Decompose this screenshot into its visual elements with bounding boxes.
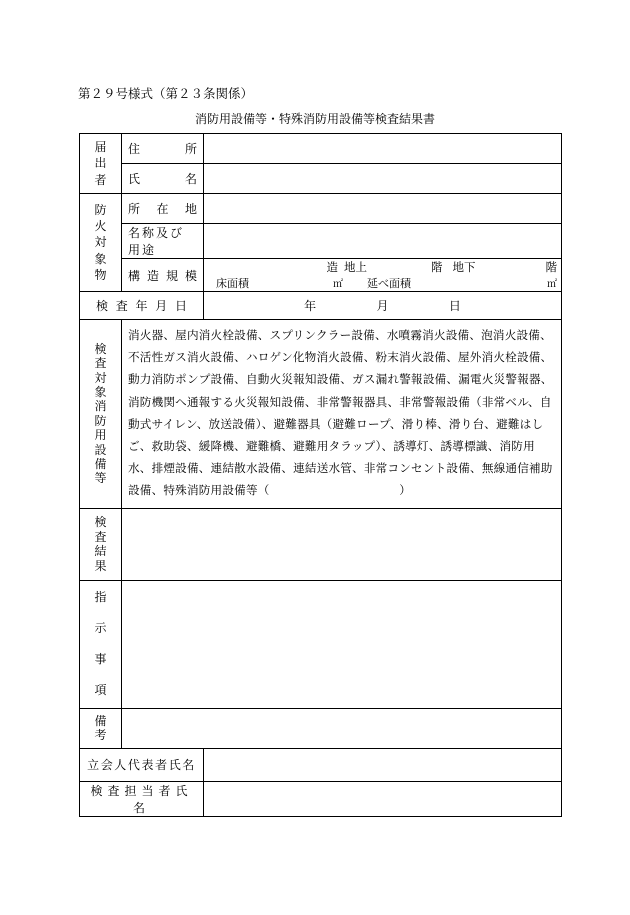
form-number: 第２９号様式（第２３条関係） [78,86,254,101]
equipment-line: ご、救助袋、緩降機、避難橋、避難用タラップ）、誘導灯、誘導標識、消防用 [128,439,535,454]
inspector-name-field[interactable] [204,781,562,816]
equipment-line: 動式サイレン、放送設備）、避難器具（避難ロープ、滑り棒、滑り台、避難はし [128,416,544,431]
inspector-label: 検査担当者氏名 [80,781,204,816]
use-label: 名称及び用途 [122,224,204,259]
location-field[interactable] [204,194,562,224]
equipment-line: 消火器、屋内消火栓設備、スプリンクラー設備、水噴霧消火設備、泡消火設備、 [128,328,552,342]
name-label: 氏 名 [122,164,204,194]
witness-label: 立会人代表者氏名 [80,748,204,781]
witness-name-field[interactable] [204,748,562,781]
remarks-field[interactable] [122,708,562,748]
remarks-label: 備 考 [80,708,122,748]
use-field[interactable] [204,224,562,259]
instructions-label: 指 示 事 項 [80,580,122,708]
witness-row [80,748,562,781]
structure-row [80,259,562,292]
inspection-form-table [79,133,562,817]
equipment-line: 消防機関へ通報する火災報知設備、非常警報器具、非常警報設備（非常ベル、自 [128,394,552,409]
document-title: 消防用設備等・特殊消防用設備等検査結果書 [194,112,435,126]
notifier-address-field[interactable] [204,134,562,164]
inspected-equipment-label: 検 査 対 象 消 防 用 設 備 等 [80,320,122,509]
equipment-list-cell [122,320,562,509]
location-row [80,194,562,224]
inspected-equipment-row [80,320,562,509]
result-field[interactable] [122,508,562,580]
inspection-date-row [80,292,562,320]
notifier-name-field[interactable] [204,164,562,194]
location-label: 所 在 地 [122,194,204,224]
remarks-row [80,708,562,748]
inspector-row [80,781,562,816]
scale-line: 造 地上 階 地下 階 [326,260,557,274]
inspection-date-label: 検 査 年 月 日 [80,292,204,320]
use-row [80,224,562,259]
result-row [80,508,562,580]
notifier-label: 届 出 者 [80,134,122,194]
result-label: 検 査 結 果 [80,508,122,580]
notifier-address-row [80,134,562,164]
address-label: 住 所 [122,134,204,164]
equipment-line: 動力消防ポンプ設備、自動火災報知設備、ガス漏れ警報設備、漏電火災警報器、 [128,372,553,387]
notifier-name-row [80,164,562,194]
instructions-row [80,580,562,708]
area-line: 床面積 ㎡ 延べ面積 ㎡ [216,277,557,290]
structure-field[interactable] [204,259,562,292]
equipment-line: 水、排煙設備、連結散水設備、連結送水管、非常コンセント設備、無線通信補助 [128,461,553,476]
equipment-line: 設備、特殊消防用設備等（ ） [128,483,412,498]
inspection-date-field[interactable]: 年 月 日 [204,292,562,320]
instructions-field[interactable] [122,580,562,708]
structure-label: 構 造 規 模 [122,259,204,292]
building-label: 防 火 対 象 物 [80,194,122,292]
equipment-line: 不活性ガス消火設備、ハロゲン化物消火設備、粉末消火設備、屋外消火栓設備、 [128,350,553,365]
